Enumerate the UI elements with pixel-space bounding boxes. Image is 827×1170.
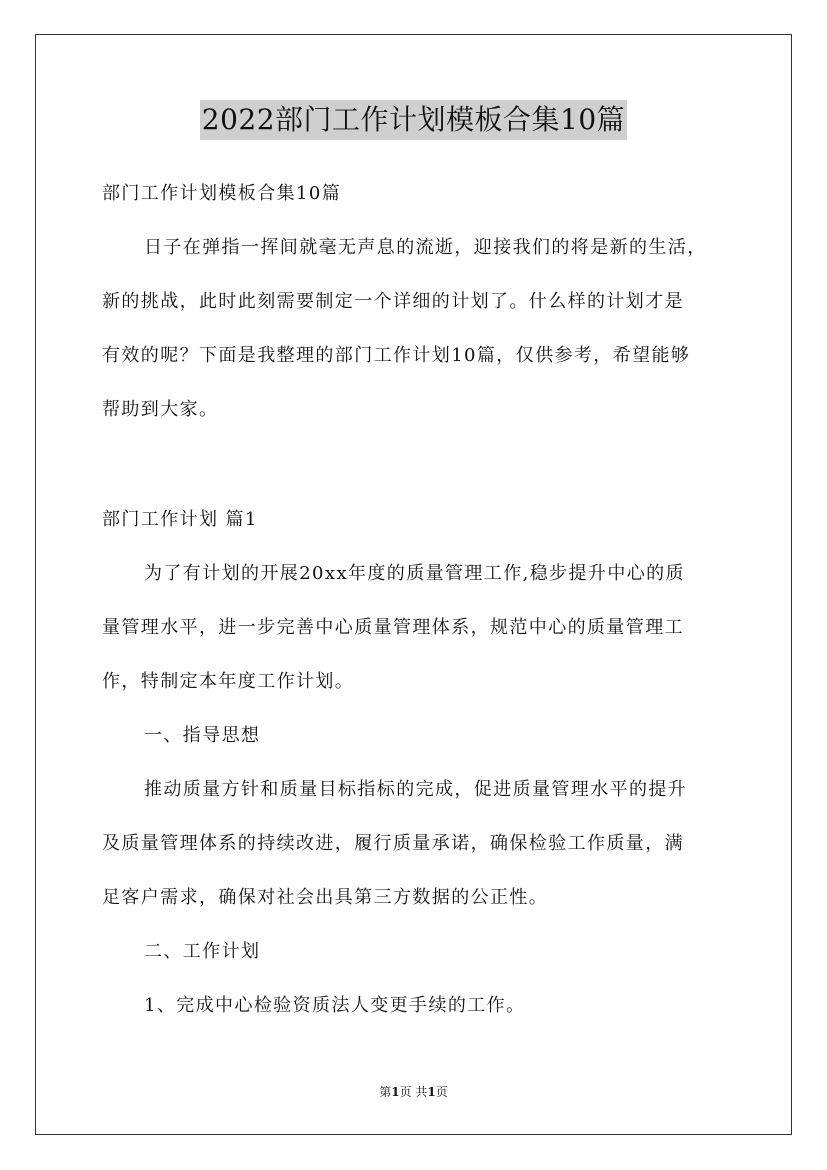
heading-guiding: 一、指导思想 [144,725,261,746]
intro-line-4: 帮助到大家。 [102,399,219,420]
section1-para1-line-1: 为了有计划的开展20xx年度的质量管理工作,稳步提升中心的质 [144,563,685,584]
footer-page-total: 1 [427,1085,436,1099]
footer-page-prefix: 第 [379,1085,392,1099]
para-guiding-line-2: 及质量管理体系的持续改进，履行质量承诺，确保检验工作质量，满 [102,833,684,854]
intro-line-3: 有效的呢？下面是我整理的部门工作计划10篇，仅供参考，希望能够 [102,345,691,366]
section1-para1-line-3: 作，特制定本年度工作计划。 [102,671,355,692]
intro-line-2: 新的挑战，此时此刻需要制定一个详细的计划了。什么样的计划才是 [102,291,684,312]
section1-para1-line-2: 量管理水平，进一步完善中心质量管理体系，规范中心的质量管理工 [102,617,684,638]
page-footer [0,1084,827,1100]
heading-plan: 二、工作计划 [144,941,261,962]
footer-page-mid: 页 共 [399,1085,428,1099]
plan-item-1: 1、完成中心检验资质法人变更手续的工作。 [144,995,526,1016]
intro-line-1: 日子在弹指一挥间就毫无声息的流逝，迎接我们的将是新的生活， [144,237,707,258]
para-guiding-line-1: 推动质量方针和质量目标指标的完成，促进质量管理水平的提升 [144,779,688,800]
para-guiding-line-3: 足客户需求，确保对社会出具第三方数据的公正性。 [102,887,549,908]
footer-page-suffix: 页 [435,1085,448,1099]
document-title: 2022部门工作计划模板合集10篇 [200,100,627,140]
section1-heading: 部门工作计划 篇1 [102,509,258,530]
footer-page-current: 1 [391,1085,400,1099]
document-subtitle: 部门工作计划模板合集10篇 [102,183,342,204]
title-container [0,100,827,140]
